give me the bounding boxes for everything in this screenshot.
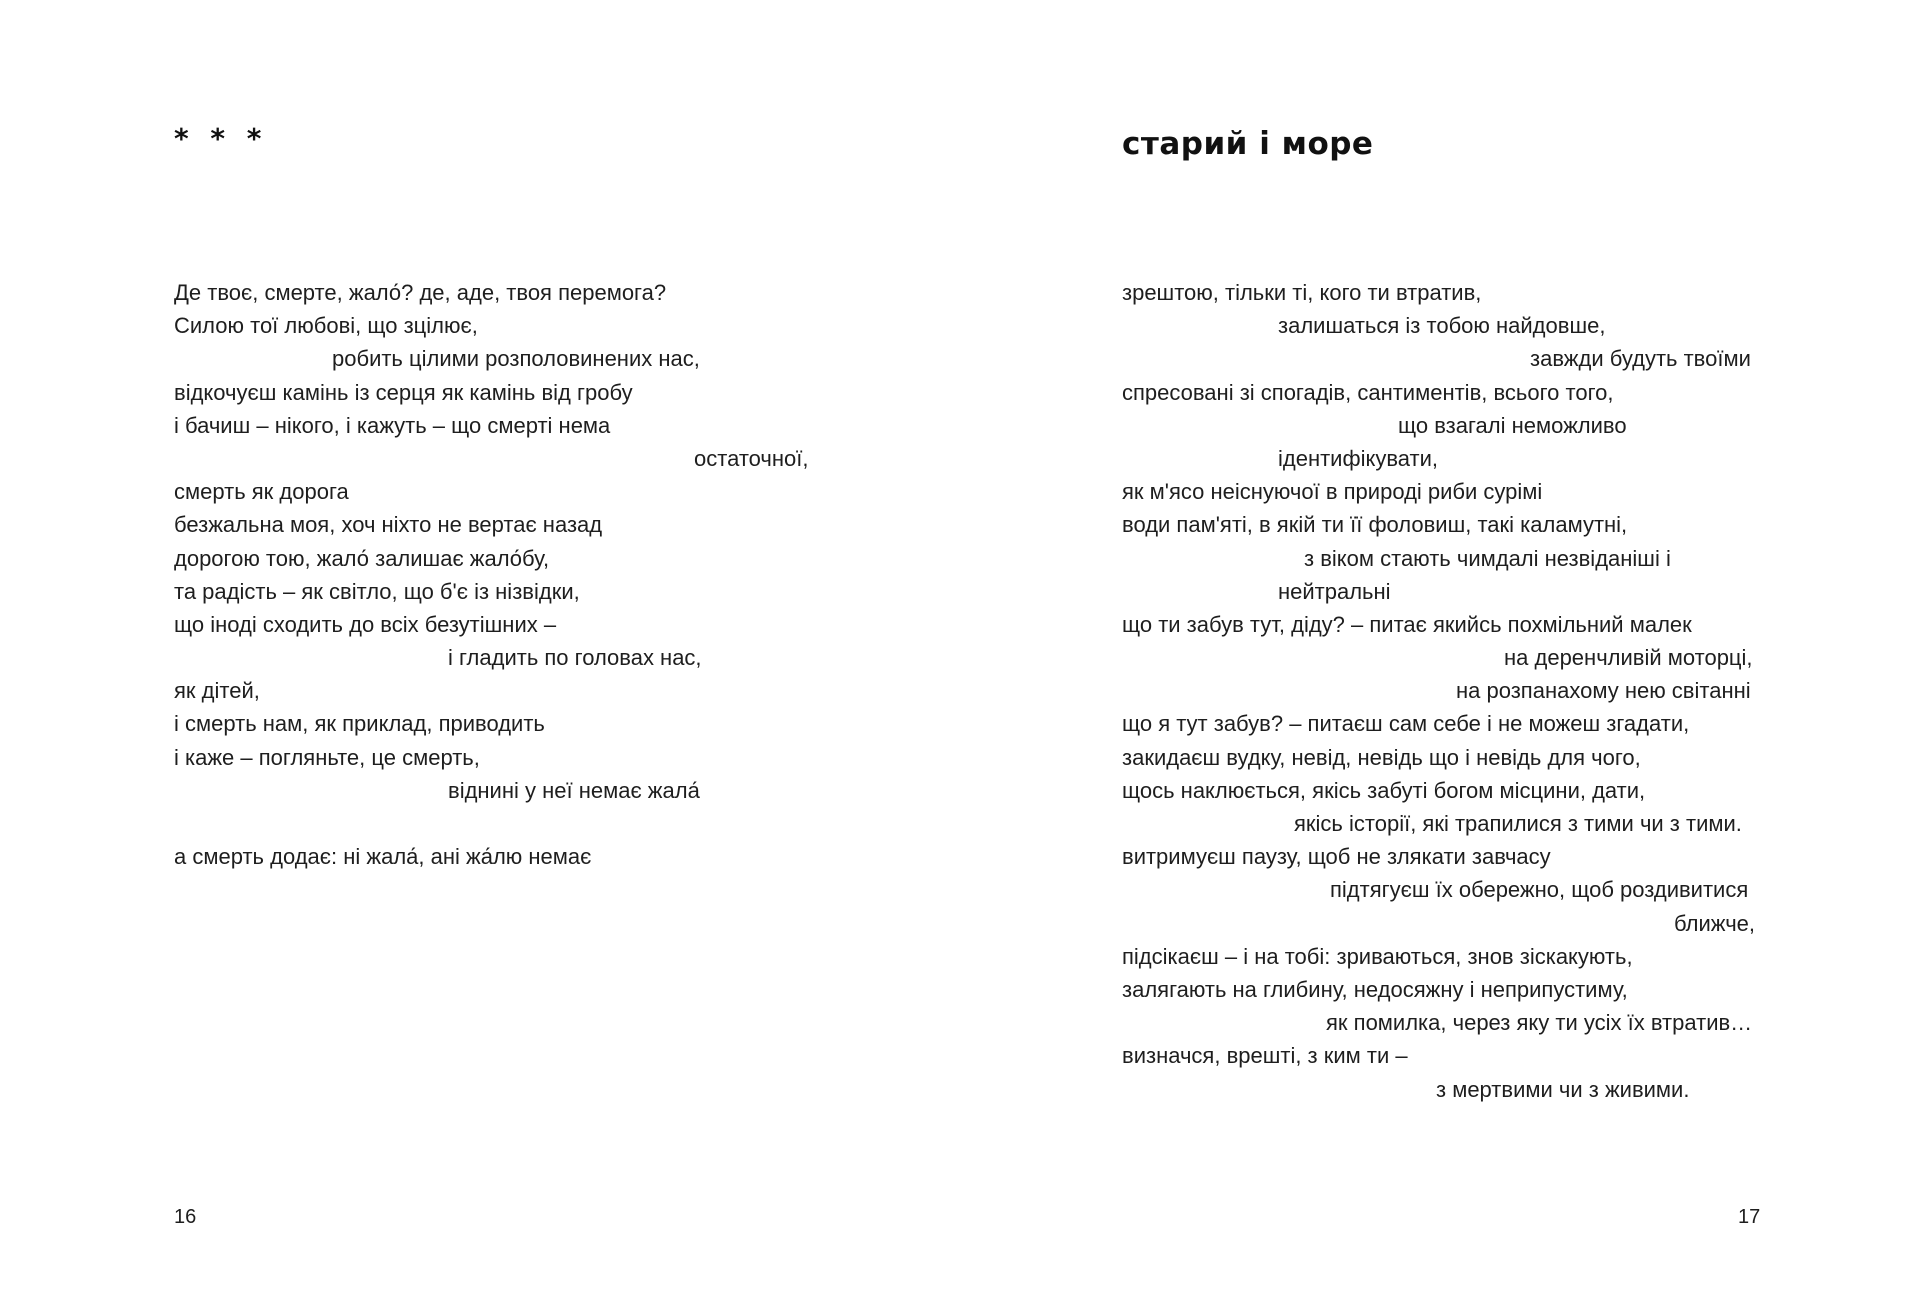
poem-line: як дітей, [174, 678, 260, 704]
poem-line: Де твоє, смерте, жало́? де, аде, твоя перемога? [174, 280, 667, 305]
poem-line: і смерть нам, як приклад, приводить [174, 711, 545, 737]
poem-line: що ти забув тут, діду? – питає якийсь похмільний малек [1122, 611, 1692, 637]
poem-line: ідентифікувати, [1278, 445, 1439, 471]
poem-line: нейтральні [1278, 578, 1391, 604]
page-number: 17 [1738, 1206, 1761, 1228]
poem-line: на розпанахому нею світанні [1456, 678, 1751, 704]
poem-text [1122, 276, 1762, 1106]
poem-line: зрештою, тільки ті, кого ти втратив, [1122, 280, 1482, 305]
poem-line: дорогою тою, жало́ залишає жало́бу, [174, 545, 550, 571]
poem-title: старий і море [1122, 126, 1374, 162]
poem-line: безжальна моя, хоч ніхто не вертає назад [174, 512, 603, 538]
poem-line: підсікаєш – і на тобі: зриваються, знов зіскакують, [1122, 943, 1633, 969]
stanza-break [174, 807, 814, 840]
poem-line: остаточної, [694, 445, 809, 471]
poem-line: щось наклюється, якісь забуті богом місцини, дати, [1122, 777, 1646, 803]
poem-line: Силою тої любові, що зцілює, [174, 313, 478, 339]
poem-line: що я тут забув? – питаєш сам себе і не можеш згадати, [1122, 711, 1690, 737]
poem-line: витримуєш паузу, щоб не злякати завчасу [1122, 844, 1551, 870]
poem-text [174, 276, 814, 873]
poem-line: а смерть додає: ні жала́, ані жа́лю немає [174, 844, 592, 870]
poem-line: з мертвими чи з живими. [1436, 1076, 1690, 1102]
poem-line: спресовані зі спогадів, сантиментів, всього того, [1122, 379, 1614, 405]
poem-line: що іноді сходить до всіх безутішних – [174, 611, 557, 637]
poem-line: та радість – як світло, що б'є із нізвідки, [174, 578, 580, 604]
poem-line: з віком стають чимдалі незвіданіші і [1304, 545, 1671, 571]
poem-line: і бачиш – нікого, і кажуть – що смерті нема [174, 412, 611, 438]
poem-line: віднині у неї немає жала́ [448, 777, 700, 803]
poem-line: робить цілими розполовинених нас, [332, 346, 700, 372]
poem-line: завжди будуть твоїми [1530, 346, 1751, 372]
poem-line: відкочуєш камінь із серця як камінь від гробу [174, 379, 633, 405]
poem-line: і каже – погляньте, це смерть, [174, 744, 480, 770]
poem-line: ближче, [1674, 910, 1756, 936]
poem-line: визначся, врешті, з ким ти – [1122, 1043, 1408, 1069]
poem-line: на деренчливій моторці, [1504, 645, 1753, 671]
poem-line: закидаєш вудку, невід, невідь що і невідь для чого, [1122, 744, 1641, 770]
poem-line: як помилка, через яку ти усіх їх втратив… [1326, 1010, 1753, 1036]
poem-line: що взагалі неможливо [1398, 412, 1627, 438]
page-number: 16 [174, 1206, 197, 1228]
poem-line: залишаться із тобою найдовше, [1278, 313, 1606, 339]
poem-line: якісь історії, які трапилися з тими чи з тими. [1294, 811, 1742, 836]
poem-line: залягають на глибину, недосяжну і неприпустиму, [1122, 976, 1628, 1002]
poem-line: смерть як дорога [174, 479, 349, 505]
poem-line: підтягуєш їх обережно, щоб роздивитися [1330, 877, 1749, 903]
poem-line: води пам'яті, в якій ти її фоловиш, такі каламутні, [1122, 512, 1628, 538]
right-page [960, 0, 1920, 1304]
section-heading-asterisks: * * * [174, 122, 268, 155]
poem-line: і гладить по головах нас, [448, 645, 702, 671]
poem-line: як м'ясо неіснуючої в природі риби сурімі [1122, 479, 1543, 505]
